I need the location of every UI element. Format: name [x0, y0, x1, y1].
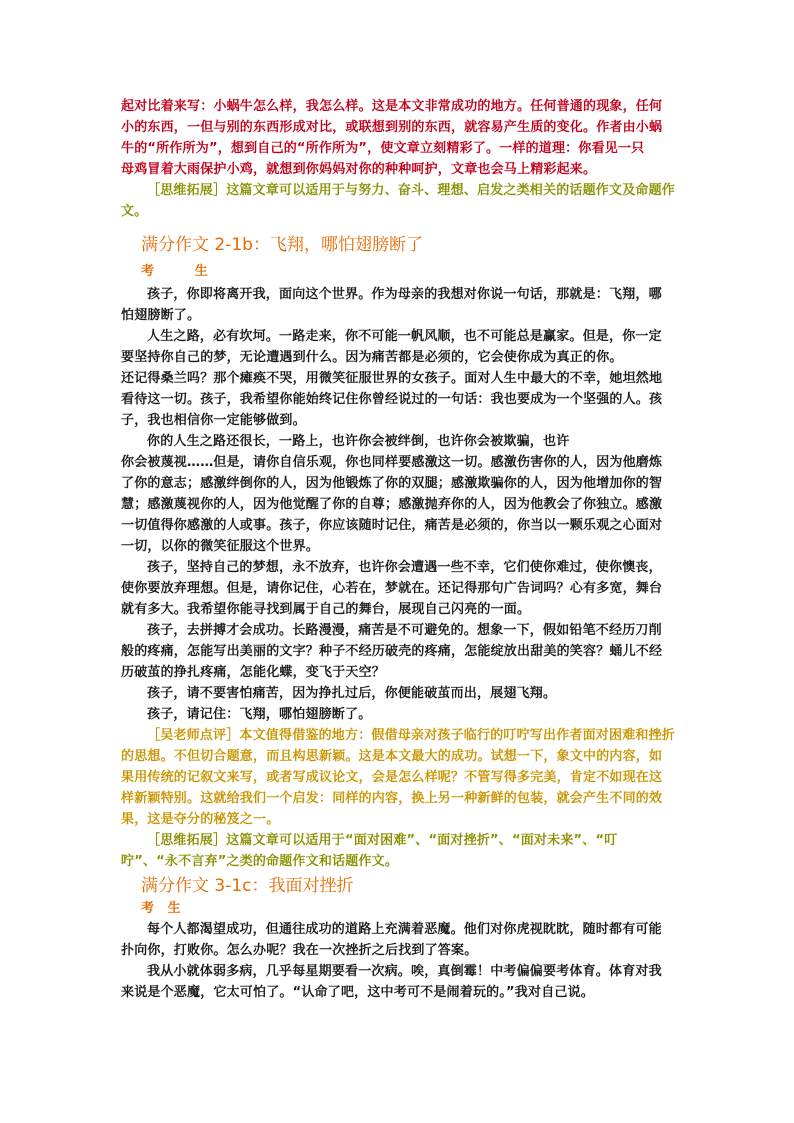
text-line: 还记得桑兰吗？那个瘫痪不哭，用微笑征服世界的女孩子。面对人生中最大的不幸，她坦然地 [121, 371, 663, 386]
essay-paragraph [121, 620, 677, 683]
text-line: 就有多大。我希望你能寻找到属于自己的舞台，展现自己闪亮的一面。 [121, 602, 531, 617]
text-line: 牛的“所作所为”，想到自己的“所作所为”，使文章立刻精彩了。一样的道理：你看见一只 [121, 141, 645, 156]
essay-paragraph [121, 919, 677, 961]
text-line: 扑向你，打败你。怎么办呢？我在一次挫折之后找到了答案。 [121, 943, 478, 958]
essay-paragraph [121, 557, 677, 620]
text-line: 你的人生之路还很长，一路上，也许你会被绊倒，也许你会被欺骗，也许 [147, 434, 570, 449]
essay-paragraph [121, 961, 677, 1003]
text-line: 人生之路，必有坎坷。一路走来，你不可能一帆风顺，也不可能总是赢家。但是，你一定 [147, 329, 662, 344]
text-line: 样新颖特别。这就给我们一个启发：同样的内容，换上另一种新鲜的包装，就会产生不同的效 [121, 791, 663, 806]
text-line: 般的疼痛，怎能写出美丽的文字？种子不经历破壳的疼痛，怎能绽放出甜美的笑容？蛹儿不经 [121, 644, 663, 659]
thinking-extension-cont: 文。 [121, 204, 148, 219]
text-line: ［吴老师点评］本文值得借鉴的地方：假借母亲对孩子临行的叮咛写出作者面对困难和挫折 [147, 728, 676, 743]
text-line: 一切值得你感激的人或事。孩子，你应该随时记住，痛苦是必须的，你当以一颗乐观之心面对 [121, 518, 663, 533]
text-line: 使你要放弃理想。但是，请你记住，心若在，梦就在。还记得那句广告词吗？心有多宽，舞台 [121, 581, 663, 596]
text-line: 来说是个恶魔，它太可怕了。“认命了吧，这中考可不是闹着玩的。”我对自己说。 [121, 985, 594, 1000]
thinking-extension: ［思维拓展］这篇文章可以适用于与努力、奋斗、理想、启发之类相关的话题作文及命题作 [147, 183, 676, 198]
text-line: 怕翅膀断了。 [121, 308, 201, 323]
text-line: 了你的意志；感激绊倒你的人，因为他锻炼了你的双腿；感激欺骗你的人，因为他增加你的智 [121, 476, 663, 491]
text-line: 孩子，你即将离开我，面向这个世界。作为母亲的我想对你说一句话，那就是：飞翔，哪 [147, 287, 662, 302]
text-line: 母鸡冒着大雨保护小鸡，就想到你妈妈对你的种种呵护，文章也会马上精彩起来。 [121, 162, 597, 177]
text-line: 我从小就体弱多病，几乎每星期要看一次病。唉，真倒霉！中考偏偏要考体育。体育对我 [147, 964, 662, 979]
text-line: 看待这一切。孩子，我希望你能始终记住你曾经说过的一句话：我也要成为一个坚强的人。孩 [121, 392, 663, 407]
essay-title: 满分作文 2-1b：飞翔，哪怕翅膀断了 [141, 235, 423, 255]
essay-paragraph [121, 326, 677, 431]
text-line: 的思想。不但切合题意，而且构思新颖。这是本文最大的成功。试想一下，象文中的内容，如 [121, 749, 663, 764]
essay-title: 满分作文 3-1c：我面对挫折 [141, 876, 354, 896]
text-line: ［思维拓展］这篇文章可以适用于“面对困难”、“面对挫折”、“面对未来”、“叮 [147, 833, 618, 848]
essay-paragraph [121, 431, 677, 557]
text-line: 慧；感激蔑视你的人，因为他觉醒了你的自尊；感激抛弃你的人，因为他教会了你独立。感激 [121, 497, 663, 512]
essay-paragraph: 孩子，请不要害怕痛苦，因为挣扎过后，你便能破茧而出，展翅飞翔。 [147, 686, 557, 701]
essay-paragraph: 孩子，请记住：飞翔，哪怕翅膀断了。 [147, 707, 372, 722]
text-line: 一切，以你的微笑征服这个世界。 [121, 539, 320, 554]
author-label: 考 生 [141, 901, 181, 916]
text-line: 孩子，去拼搏才会成功。长路漫漫，痛苦是不可避免的。想象一下，假如铅笔不经历刀削 [147, 623, 662, 638]
text-line: 起对比着来写：小蜗牛怎么样，我怎么样。这是本文非常成功的地方。任何普通的现象，任何 [121, 99, 663, 114]
text-line: 咛”、“永不言弃”之类的命题作文和话题作文。 [121, 854, 399, 869]
commentary-continued [121, 96, 677, 222]
text-line: 要坚持你自己的梦，无论遭遇到什么。因为痛苦都是必须的，它会使你成为真正的你。 [121, 350, 623, 365]
teacher-comment [121, 725, 677, 830]
essay-paragraph [121, 284, 677, 326]
text-line: 小的东西，一但与别的东西形成对比，或联想到别的东西，就容易产生质的变化。作者由小蜗 [121, 120, 663, 135]
text-line: 果用传统的记叙文来写，或者写成议论文，会是怎么样呢？不管写得多完美，肯定不如现在这 [121, 770, 663, 785]
text-line: 果，这是夺分的秘笈之一。 [121, 812, 280, 827]
author-label: 考 生 [141, 264, 208, 279]
essay2-section [121, 232, 677, 1003]
text-line: 历破茧的挣扎疼痛，怎能化蝶，变飞于天空？ [121, 665, 386, 680]
text-line: 孩子，坚持自己的梦想，永不放弃，也许你会遭遇一些不幸，它们使你难过，使你懊丧， [147, 560, 662, 575]
text-line: 你会被蔑视……但是，请你自信乐观，你也同样要感激这一切。感激伤害你的人，因为他磨炼 [121, 455, 663, 470]
text-line: 每个人都渴望成功，但通往成功的道路上充满着恶魔。他们对你虎视眈眈，随时都有可能 [147, 922, 662, 937]
text-line: 子，我也相信你一定能够做到。 [121, 413, 306, 428]
thinking-extension [121, 830, 677, 872]
